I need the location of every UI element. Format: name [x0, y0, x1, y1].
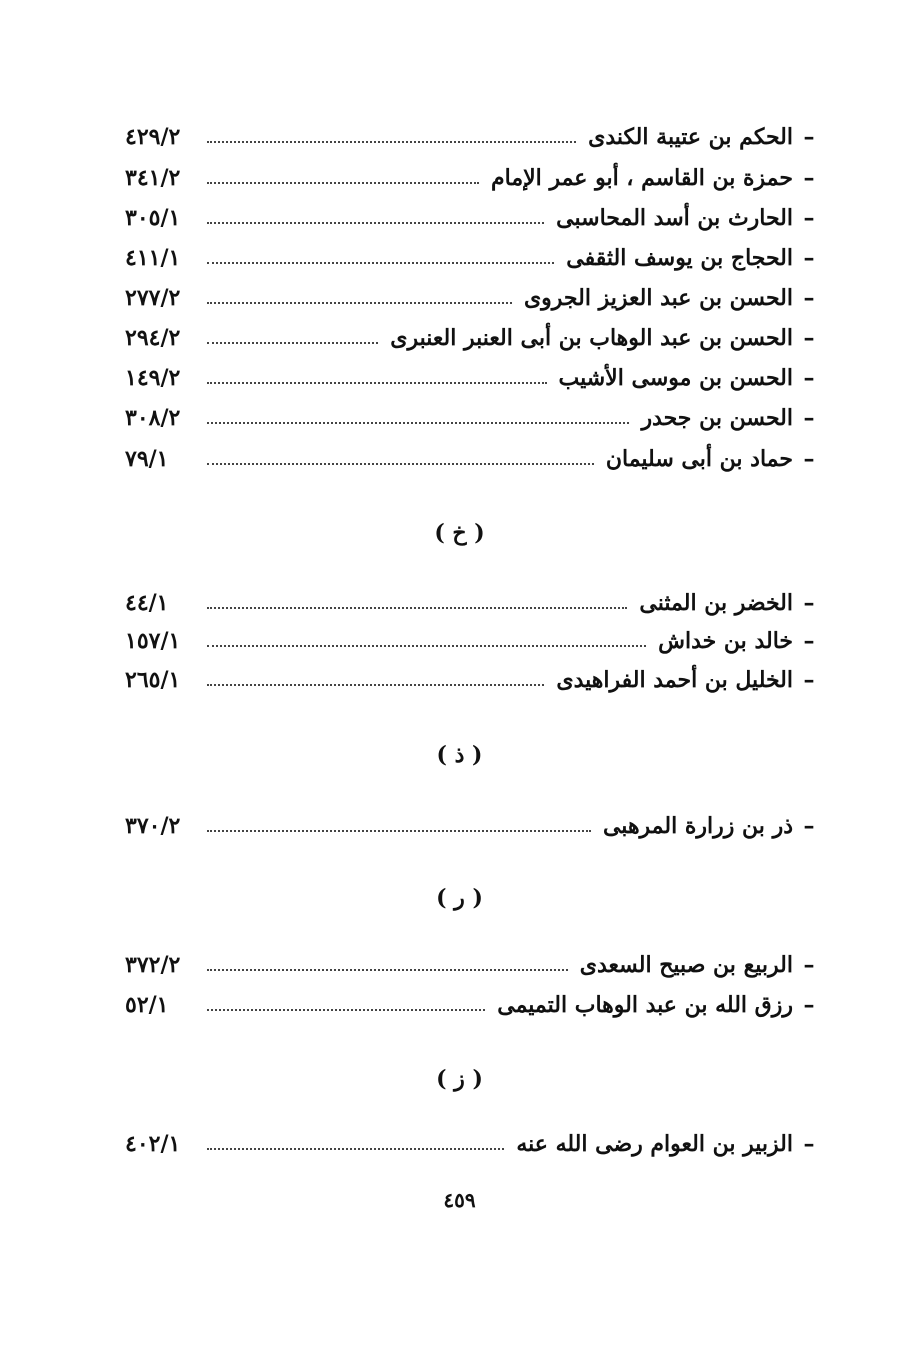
- dot-leader: [207, 262, 554, 264]
- entry-name: رزق الله بن عبد الوهاب التميمى: [497, 992, 793, 1018]
- entry-reference: ١٤٩/٢: [125, 365, 181, 391]
- entry-dash: –: [803, 446, 815, 472]
- dot-leader: [207, 607, 627, 609]
- index-entry: [125, 624, 825, 658]
- entry-dash: –: [803, 205, 815, 231]
- entry-reference: ٤٠٢/١: [125, 1131, 181, 1157]
- entry-dash: –: [803, 325, 815, 351]
- index-entry: [125, 361, 825, 395]
- entry-reference: ٤٢٩/٢: [125, 124, 181, 150]
- index-entry: [125, 1127, 825, 1161]
- section-heading-ra: ( ر ): [436, 885, 483, 911]
- entry-reference: ٢٩٤/٢: [125, 325, 181, 351]
- index-entry: [125, 321, 825, 355]
- entry-reference: ٢٦٥/١: [125, 667, 181, 693]
- dot-leader: [207, 1009, 485, 1011]
- section-heading-dhal: ( ذ ): [436, 742, 483, 768]
- index-entry: [125, 809, 825, 843]
- index-entry: [125, 586, 825, 620]
- entry-name: الحسن بن موسى الأشيب: [558, 365, 793, 391]
- entry-name: الحسن بن عبد الوهاب بن أبى العنبر العنبرى: [390, 325, 793, 351]
- entry-dash: –: [803, 165, 815, 191]
- dot-leader: [207, 1148, 504, 1150]
- entry-dash: –: [803, 405, 815, 431]
- dot-leader: [207, 830, 591, 832]
- entry-name: الخضر بن المثنى: [639, 590, 793, 616]
- entry-dash: –: [803, 667, 815, 693]
- entry-name: الزبير بن العوام رضى الله عنه: [516, 1131, 793, 1157]
- index-entry: [125, 948, 825, 982]
- entry-name: الحسن بن عبد العزيز الجروى: [523, 285, 793, 311]
- entry-reference: ٣٧٠/٢: [125, 813, 181, 839]
- entry-dash: –: [803, 285, 815, 311]
- dot-leader: [207, 422, 629, 424]
- entry-reference: ٥٢/١: [125, 992, 169, 1018]
- entry-reference: ٤٤/١: [125, 590, 169, 616]
- index-entry: [125, 281, 825, 315]
- entry-dash: –: [803, 952, 815, 978]
- entry-name: ذر بن زرارة المرهبى: [602, 813, 793, 839]
- entry-name: الخليل بن أحمد الفراهيدى: [556, 667, 793, 693]
- dot-leader: [207, 382, 547, 384]
- entry-dash: –: [803, 992, 815, 1018]
- section-heading-kha: ( خ ): [434, 520, 485, 546]
- entry-reference: ١٥٧/١: [125, 628, 181, 654]
- entry-name: الحجاج بن يوسف الثقفى: [566, 245, 793, 271]
- index-entry: [125, 663, 825, 697]
- dot-leader: [207, 969, 568, 971]
- dot-leader: [207, 141, 576, 143]
- entry-name: الحسن بن جحدر: [641, 405, 793, 431]
- entry-reference: ٣٠٥/١: [125, 205, 181, 231]
- entry-dash: –: [803, 1131, 815, 1157]
- entry-dash: –: [803, 124, 815, 150]
- entry-name: حمزة بن القاسم ، أبو عمر الإمام: [491, 165, 793, 191]
- entry-name: الحكم بن عتيبة الكندى: [588, 124, 793, 150]
- entry-reference: ٢٧٧/٢: [125, 285, 181, 311]
- entry-dash: –: [803, 628, 815, 654]
- entry-reference: ٣٧٢/٢: [125, 952, 181, 978]
- entry-reference: ٧٩/١: [125, 446, 169, 472]
- entry-reference: ٤١١/١: [125, 245, 181, 271]
- entry-name: الحارث بن أسد المحاسبى: [556, 205, 793, 231]
- entry-dash: –: [803, 365, 815, 391]
- dot-leader: [207, 302, 512, 304]
- entry-reference: ٣٠٨/٢: [125, 405, 181, 431]
- dot-leader: [207, 222, 544, 224]
- dot-leader: [207, 684, 544, 686]
- entry-name: خالد بن خداش: [658, 628, 793, 654]
- index-entry: [125, 161, 825, 195]
- index-entry: [125, 442, 825, 476]
- entry-reference: ٣٤١/٢: [125, 165, 181, 191]
- dot-leader: [207, 342, 378, 344]
- index-entry: [125, 401, 825, 435]
- dot-leader: [207, 463, 594, 465]
- entry-dash: –: [803, 590, 815, 616]
- page-number: ٤٥٩: [443, 1188, 476, 1212]
- dot-leader: [207, 645, 646, 647]
- entry-name: حماد بن أبى سليمان: [605, 446, 793, 472]
- entry-dash: –: [803, 813, 815, 839]
- section-heading-zay: ( ز ): [436, 1066, 483, 1092]
- entry-dash: –: [803, 245, 815, 271]
- entry-name: الربيع بن صبيح السعدى: [579, 952, 793, 978]
- index-entry: [125, 201, 825, 235]
- index-entry: [125, 120, 825, 154]
- index-entry: [125, 988, 825, 1022]
- dot-leader: [207, 182, 479, 184]
- index-entry: [125, 241, 825, 275]
